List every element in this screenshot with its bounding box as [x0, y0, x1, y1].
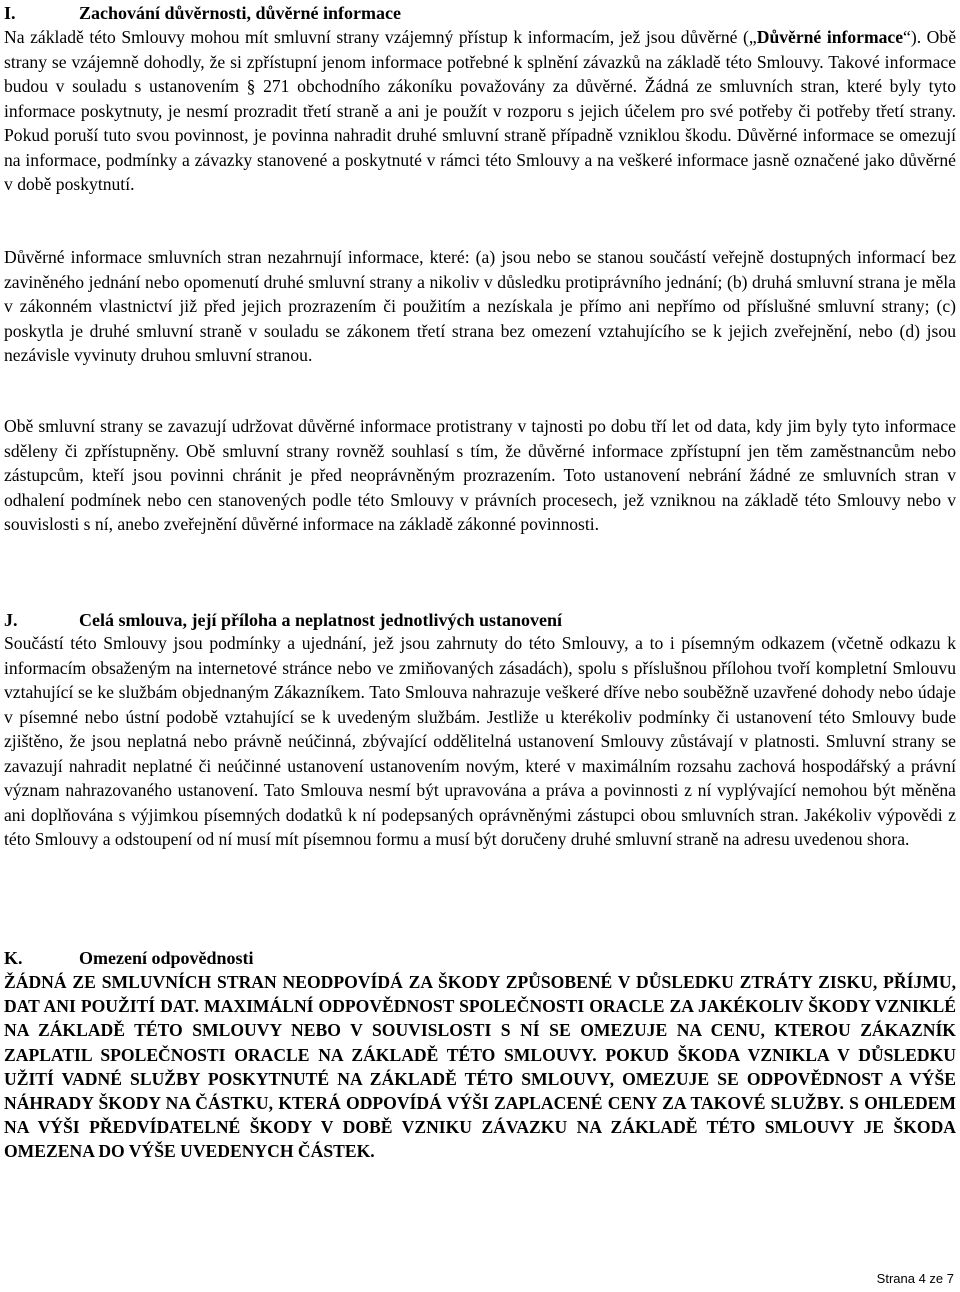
- section-k-heading: [4, 947, 254, 969]
- section-k-paragraph-1: ŽÁDNÁ ZE SMLUVNÍCH STRAN NEODPOVÍDÁ ZA ŠKODY ZPŮSOBENÉ V DŮSLEDKU ZTRÁTY ZISKU, PŘÍJMU, DAT ANI POUŽITÍ DAT. MAXIMÁLNÍ ODPOVĚDNOST SPOLEČNOSTI ORACLE ZA JAKÉKOLIV ŠKODY VZNIKLÉ NA ZÁKLADĚ TÉTO SMLOUVY NEBO V SOUVISLOSTI S NÍ SE OMEZUJE NA CENU, KTEROU ZÁKAZNÍK ZAPLATIL SPOLEČNOSTI ORACLE NA ZÁKLADĚ TÉTO SMLOUVY. POKUD ŠKODA VZNIKLA V DŮSLEDKU UŽITÍ VADNÉ SLUŽBY POSKYTNUTÉ NA ZÁKLADĚ TÉTO SMLOUVY, OMEZUJE SE ODPOVĚDNOST A VÝŠE NÁHRADY ŠKODY NA ČÁSTKU, KTERÁ ODPOVÍDÁ VÝŠI ZAPLACENÉ CENY ZA TAKOVÉ SLUŽBY. S OHLEDEM NA VÝŠI PŘEDVÍDATELNÉ ŠKODY V DOBĚ VZNIKU ZÁVAZKU NA ZÁKLADĚ TÉTO SMLOUVY JE ŠKODA OMEZENA DO VÝŠE UVEDENYCH ČÁSTEK.: [4, 972, 956, 1162]
- section-k-letter: K.: [4, 948, 23, 968]
- section-i-letter: I.: [4, 3, 16, 23]
- section-i-paragraph-1: [4, 25, 956, 197]
- page-number-footer: Strana 4 ze 7: [876, 1271, 954, 1286]
- defined-term-confidential-information: Důvěrné informace: [756, 27, 904, 47]
- section-i-paragraph-1-rest: “). Obě strany se vzájemně dohodly, že si zpřístupní jenom informace potřebné k splnění závazků na základě této Smlouvy. Takové informace budou v souladu s ustanovením § 271 obchodního zákoníku považovány za důvěrné. Žádná ze smluvních stran, které byly tyto informace poskytnuty, je nesmí prozradit třetí straně a ani je použít v rozporu s jejich účelem pro své potřeby či potřeby třetí strany. Pokud poruší tuto svou povinnost, je povinna nahradit druhé smluvní straně případně vzniklou škodu. Důvěrné informace se omezují na informace, podmínky a závazky stanovené a poskytnuté v rámci této Smlouvy a na veškeré informace jasně označené jako důvěrné v době poskytnutí.: [4, 27, 956, 194]
- section-k-title: Omezení odpovědnosti: [79, 948, 254, 968]
- section-i-title: Zachování důvěrnosti, důvěrné informace: [79, 3, 401, 23]
- section-j-heading: [4, 609, 562, 631]
- section-j-paragraph-1: Součástí této Smlouvy jsou podmínky a ujednání, jež jsou zahrnuty do této Smlouvy, a to i písemným odkazem (včetně odkazu k informacím obsaženým na internetové stránce nebo ve zmiňovaných zásadách), spolu s příslušnou přílohou tvoří kompletní Smlouvu vztahující se ke službám objednaným Zákazníkem. Tato Smlouva nahrazuje veškeré dříve nebo souběžně uzavřené dohody nebo údaje v písemné nebo ústní podobě vztahující se k uvedeným službám. Jestliže u kterékoliv podmínky či ustanovení této Smlouvy bude zjištěno, že jsou neplatná nebo právně neúčinná, zbývající oddělitelná ustanovení Smlouvy zůstávají v platnosti. Smluvní strany se zavazují nahradit neplatné či neúčinné ustanovení ustanovením novým, které v maximálním rozsahu zachová hospodářský a právní význam nahrazovaného ustanovení. Tato Smlouva nesmí být upravována a práva a povinnosti z ní vyplývající nemohou být měněna ani doplňována s výjimkou písemných dodatků k ní podepsaných oprávněnými zástupci obou smluvních stran. Jakékoliv výpovědi z této Smlouvy a odstoupení od ní musí mít písemnou formu a musí být doručeny druhé smluvní straně na adresu uvedenou shora.: [4, 633, 956, 849]
- section-i-paragraph-3: Obě smluvní strany se zavazují udržovat důvěrné informace protistrany v tajnosti po dobu tří let od data, kdy jim byly tyto informace sděleny či zpřístupněny. Obě smluvní strany rovněž souhlasí s tím, že důvěrné informace zpřístupní jen těm zaměstnancům nebo zástupcům, kteří jsou povinni chránit je před neoprávněným prozrazením. Toto ustanovení nebrání žádné ze smluvních stran v odhalení podmínek nebo cen stanovených podle této Smlouvy v právních procesech, jež vzniknou na základě této Smlouvy nebo v souvislosti s ní, anebo zveřejnění důvěrné informace na základě zákonné povinnosti.: [4, 416, 956, 534]
- section-i-heading: [4, 2, 401, 24]
- section-i-paragraph-2: Důvěrné informace smluvních stran nezahrnují informace, které: (a) jsou nebo se stanou součástí veřejně dostupných informací bez zaviněného jednání nebo opomenutí druhé smluvní strany a nikoliv v důsledku protiprávního jednání; (b) druhá smluvní strana je měla v zákonném vlastnictví již před jejich prozrazením či použitím a nezískala je přímo ani nepřímo od příslušné smluvní strany; (c) poskytla je druhé smluvní straně v souladu se zákonem třetí strana bez omezení vztahujícího se k jejich zveřejnění, nebo (d) jsou nezávisle vyvinuty druhou smluvní stranou.: [4, 247, 956, 365]
- section-i-paragraph-1-start: Na základě této Smlouvy mohou mít smluvní strany vzájemný přístup k informacím, jež jsou důvěrné („: [4, 27, 757, 47]
- section-j-letter: J.: [4, 610, 18, 630]
- section-j-title: Celá smlouva, její příloha a neplatnost jednotlivých ustanovení: [79, 610, 563, 630]
